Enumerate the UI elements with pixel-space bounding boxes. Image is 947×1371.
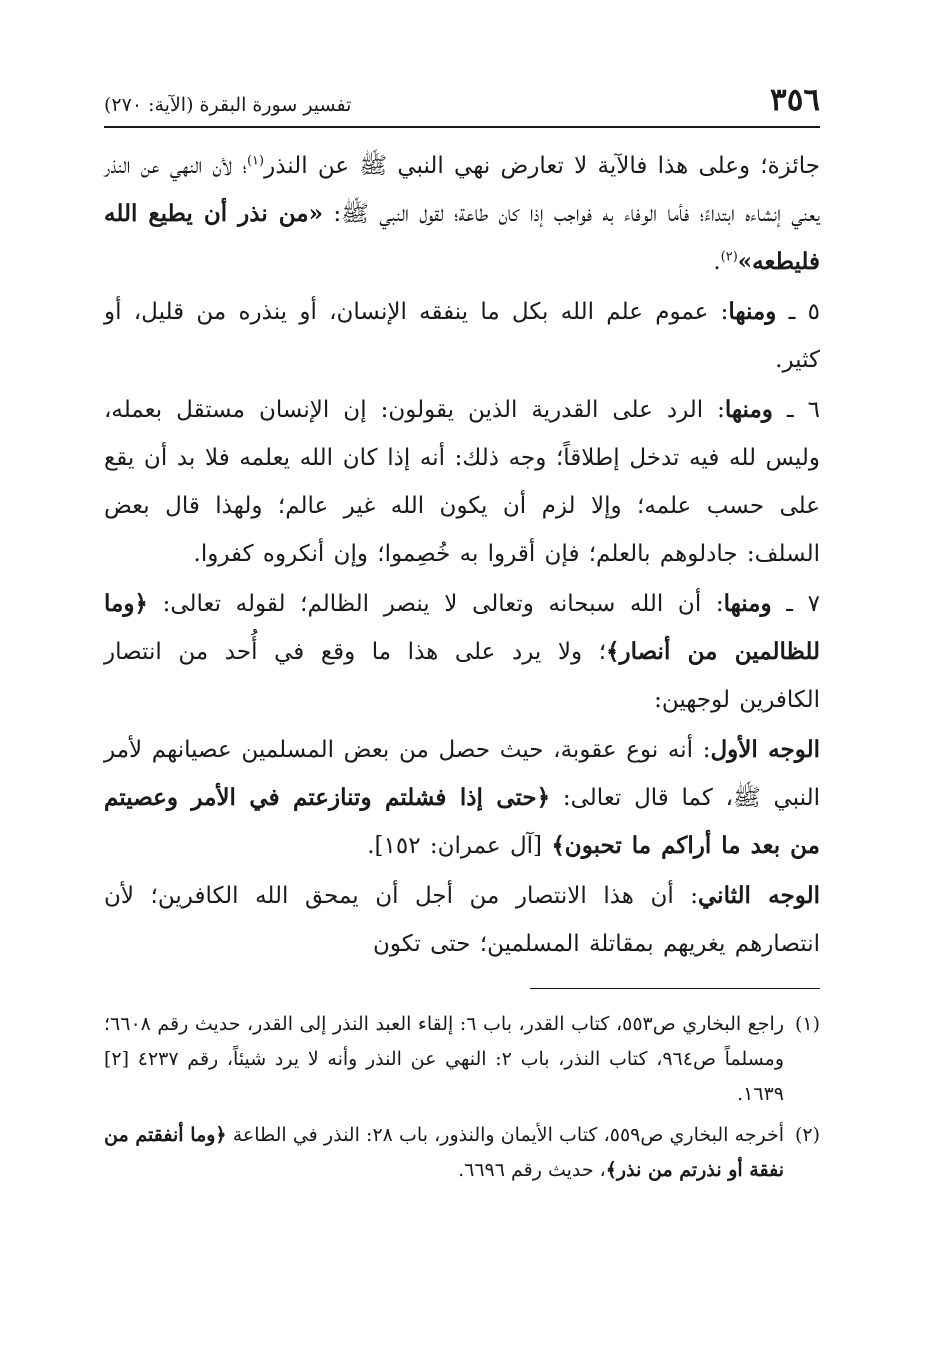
aspect-label: الوجه الثاني <box>698 882 820 909</box>
point-7 <box>104 580 820 724</box>
point-number: ٧ ـ <box>771 591 820 617</box>
point-number: ٦ ـ <box>772 397 820 423</box>
second-aspect <box>104 872 820 968</box>
aspect-text: : أنه نوع عقوبة، حيث حصل من بعض المسلمين عصيانهم لأمر النبي ﷺ، كما قال تعالى: <box>104 737 820 811</box>
point-number: ٥ ـ <box>776 299 820 325</box>
point-label: ومنها <box>724 396 773 423</box>
footnote-text <box>104 1118 784 1188</box>
header-title: تفسير سورة البقرة (الآية: ٢٧٠) <box>104 94 352 116</box>
point-text: : أن الله سبحانه وتعالى لا ينصر الظالم؛ لقوله تعالى: <box>147 591 724 617</box>
book-page <box>104 78 820 1318</box>
footnote-divider <box>530 988 820 989</box>
paragraph-1 <box>104 142 820 286</box>
footnote-ref: (٢) <box>720 249 738 265</box>
point-5 <box>104 288 820 384</box>
point-6 <box>104 386 820 578</box>
hadith-quote: «من نذر أن يطيع الله فليطعه» <box>104 200 820 275</box>
footnote-segment: ، حديث رقم ٦٦٩٦. <box>458 1159 606 1181</box>
footnote-number: (١) <box>794 1013 820 1035</box>
footnotes <box>104 1007 820 1188</box>
quran-verse: ﴿حتى إذا فشلتم وتنازعتم في الأمر وعصيتم من بعد ما أراكم ما تحبون﴾ <box>104 784 820 859</box>
text-segment: ؛ لأن النهي عن النذر يعني إنشاءه ابتداءً؛ فأما الوفاء به فواجب إذا كان طاعة؛ لقول النبي ﷺ: <box>104 153 821 227</box>
running-header <box>104 78 820 128</box>
quran-verse: ﴿وما للظالمين من أنصار﴾ <box>104 590 820 665</box>
verse-reference: [آل عمران: ١٥٢]. <box>367 833 552 859</box>
footnote-1 <box>104 1007 820 1112</box>
footnote-number: (٢) <box>794 1124 820 1146</box>
point-text: : الرد على القدرية الذين يقولون: إن الإنسان مستقل بعمله، وليس لله فيه تدخل إطلاقاً؛ وجه ذلك: أنه إذا كان الله يعلمه فلا بد أن يقع على حسب علمه؛ وإلا لزم أن يكون الله غير عالم؛ ولهذا قال بعض السلف: جادلوهم بالعلم؛ فإن أقروا به خُصِموا؛ وإن أنكروه كفروا. <box>104 397 820 567</box>
point-label: ومنها <box>723 590 772 617</box>
footnote-text: راجع البخاري ص٥٥٣، كتاب القدر، باب ٦: إلقاء العبد النذر إلى القدر، حديث رقم ٦٦٠٨؛ ومسلماً ص٩٦٤، كتاب النذر، باب ٢: النهي عن النذر وأنه لا يرد شيئاً، رقم ٤٢٣٧ [٢] ١٦٣٩. <box>104 1013 784 1105</box>
text-segment: . <box>713 249 721 275</box>
quran-verse: ﴿وما أنفقتم من نفقة أو نذرتم من نذر﴾ <box>104 1124 784 1181</box>
main-text <box>104 142 820 968</box>
point-text: ؛ ولا يرد على هذا ما وقع في أُحد من انتصار الكافرين لوجهين: <box>104 639 820 713</box>
page-number: ٣٥٦ <box>770 82 820 118</box>
footnote-2 <box>104 1118 820 1188</box>
first-aspect <box>104 726 820 870</box>
aspect-label: الوجه الأول <box>710 736 820 763</box>
point-label: ومنها <box>728 298 777 325</box>
footnote-ref: (١) <box>246 153 265 169</box>
text-segment: جائزة؛ وعلى هذا فالآية لا تعارض نهي النبي ﷺ عن النذر <box>264 153 820 179</box>
aspect-text: : أن هذا الانتصار من أجل أن يمحق الله الكافرين؛ لأن انتصارهم يغريهم بمقاتلة المسلمين؛ حتى تكون <box>104 883 820 957</box>
footnote-segment: أخرجه البخاري ص٥٥٩، كتاب الأيمان والنذور، باب ٢٨: النذر في الطاعة <box>226 1124 785 1146</box>
point-text: : عموم علم الله بكل ما ينفقه الإنسان، أو ينذره من قليل، أو كثير. <box>104 299 820 373</box>
